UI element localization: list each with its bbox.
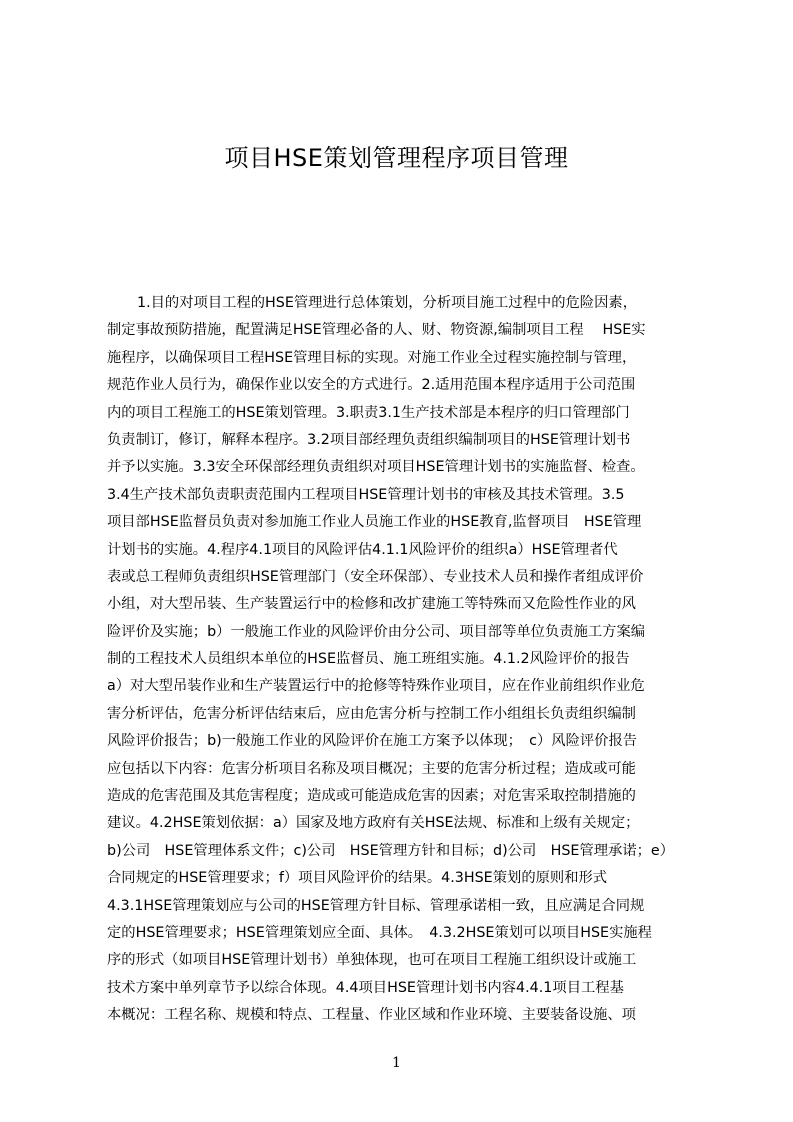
body-line: 序的形式（如项目HSE管理计划书）单独体现，也可在项目工程施工组织设计或施工 (107, 952, 637, 969)
body-line: 险评价及实施；b）一般施工作业的风险评价由分公司、项目部等单位负责施工方案编 (107, 623, 646, 640)
body-line: 项目部HSE监督员负责对参加施工作业人员施工作业的HSE教育,监督项目 HSE管理 (107, 514, 642, 531)
body-line: b)公司 HSE管理体系文件；c)公司 HSE管理方针和目标；d)公司 HSE管理承诺；e） (107, 842, 675, 859)
body-line: 本概况：工程名称、规模和特点、工程量、作业区域和作业环境、主要装备设施、项 (107, 1007, 636, 1024)
body-line: 施程序，以确保项目工程HSE管理目标的实现。对施工作业全过程实施控制与管理， (107, 349, 637, 366)
body-line: 害分析评估，危害分析评估结束后，应由危害分析与控制工作小组组长负责组织编制 (107, 705, 636, 722)
body-line: 建议。4.2HSE策划依据：a）国家及地方政府有关HSE法规、标准和上级有关规定； (107, 815, 640, 832)
document-title: 项目HSE策划管理程序项目管理 (224, 144, 569, 172)
body-line: 表或总工程师负责组织HSE管理部门（安全环保部）、专业技术人员和操作者组成评价 (107, 568, 644, 585)
body-line: 规范作业人员行为，确保作业以安全的方式进行。2.适用范围本程序适用于公司范围 (107, 377, 636, 394)
body-line: a）对大型吊装作业和生产装置运行中的抢修等特殊作业项目，应在作业前组织作业危 (107, 678, 645, 695)
body-line: 技术方案中单列章节予以综合体现。4.4项目HSE管理计划书内容4.4.1项目工程基 (107, 979, 624, 996)
body-line: 1.目的对项目工程的HSE管理进行总体策划，分析项目施工过程中的危险因素， (137, 295, 637, 311)
body-line: 内的项目工程施工的HSE策划管理。3.职责3.1生产技术部是本程序的归口管理部门 (107, 404, 630, 421)
body-line: 并予以实施。3.3安全环保部经理负责组织对项目HSE管理计划书的实施监督、检查。 (107, 459, 645, 476)
body-line: 4.3.1HSE管理策划应与公司的HSE管理方针目标、管理承诺相一致，且应满足合同规 (107, 897, 645, 914)
page-number: 1 (392, 1055, 401, 1071)
body-line: 风险评价报告；b)一般施工作业的风险评价在施工方案予以体现； c）风险评价报告 (107, 733, 638, 750)
body-line: 制的工程技术人员组织本单位的HSE监督员、施工班组实施。4.1.2风险评价的报告 (107, 651, 630, 668)
body-line: 负责制订，修订，解释本程序。3.2项目部经理负责组织编制项目的HSE管理计划书 (107, 431, 631, 448)
body-line: 小组，对大型吊装、生产装置运行中的检修和改扩建施工等特殊而又危险性作业的风 (107, 596, 636, 613)
document-body (107, 290, 697, 1030)
body-line: 应包括以下内容：危害分析项目名称及项目概况；主要的危害分析过程；造成或可能 (107, 760, 636, 777)
body-line: 合同规定的HSE管理要求；f）项目风险评价的结果。4.3HSE策划的原则和形式 (107, 870, 608, 887)
body-line: 3.4生产技术部负责职责范围内工程项目HSE管理计划书的审核及其技术管理。3.5 (107, 486, 625, 503)
body-line: 计划书的实施。4.程序4.1项目的风险评估4.1.1风险评价的组织a）HSE管理者代 (107, 541, 618, 558)
body-line: 制定事故预防措施，配置满足HSE管理必备的人、财、物资源,编制项目工程 HSE实 (107, 322, 646, 339)
body-line: 造成的危害范围及其危害程度；造成或可能造成危害的因素；对危害采取控制措施的 (107, 788, 636, 805)
body-line: 定的HSE管理要求；HSE管理策划应全面、具体。 4.3.2HSE策划可以项目HSE实施程 (107, 924, 652, 941)
